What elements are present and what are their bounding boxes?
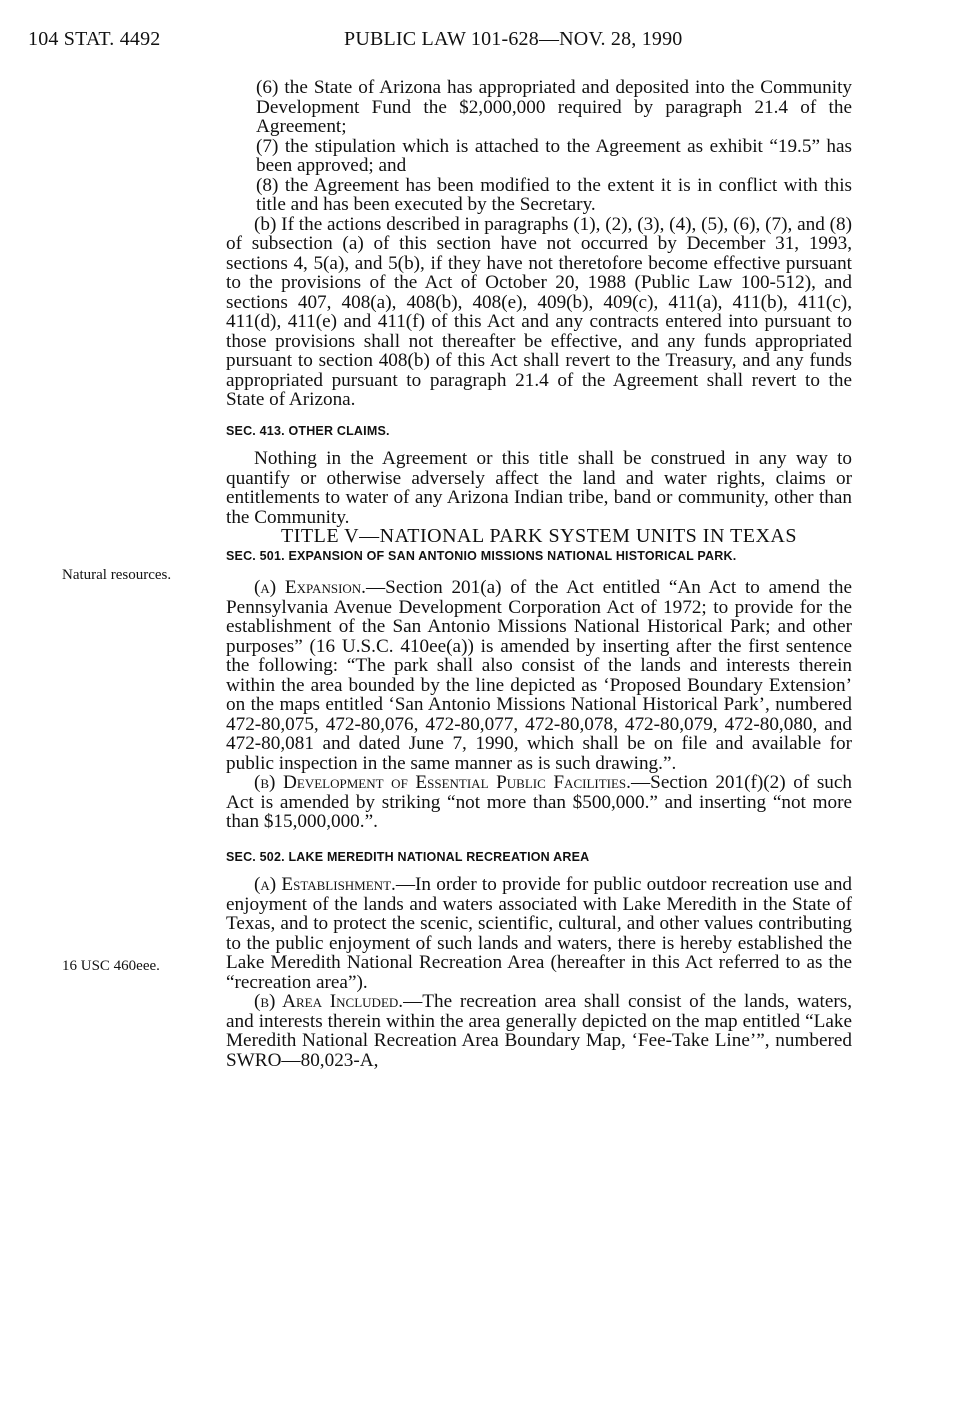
margin-note-natural-resources: Natural resources. bbox=[62, 567, 172, 583]
subsection-b: (b) If the actions described in paragraphs (1), (2), (3), (4), (5), (6), (7), and (8) of subsection (a) of this section have not occurred by December 31, 1993, sections 4, 5(a), and 5(b), if they have not theretofore become effective pursuant to the provisions of the Act of October 20, 1988 (Public Law 100-512), and sections 407, 408(a), 408(b), 408(e), 409(b), 409(c), 411(a), 411(b), 411(c), 411(d), 411(e) and 411(f) of this Act and any contracts entered into pursuant to those provisions shall not thereafter be effective, and any funds appropriated pursuant to section 408(b) of this Act shall revert to the Treasury, and any funds appropriated pursuant to paragraph 21.4 of the Agreement shall revert to the State of Arizona. bbox=[226, 213, 852, 410]
sec-501-b bbox=[226, 773, 852, 832]
sec-502-b bbox=[226, 992, 852, 1070]
stat-page-number: 104 STAT. 4492 bbox=[28, 28, 161, 50]
sec-413-heading: SEC. 413. OTHER CLAIMS. bbox=[226, 423, 390, 438]
sec-502-a-heading: (a) Establishment. bbox=[254, 874, 396, 895]
paragraph-6: (6) the State of Arizona has appropriated and deposited into the Community Development Fund the $2,000,000 required by paragraph 21.4 of the Agreement; bbox=[256, 77, 852, 137]
sec-502-heading: SEC. 502. LAKE MEREDITH NATIONAL RECREATION AREA bbox=[226, 849, 590, 864]
sec-502-b-text: —The recreation area shall consist of the lands, waters, and interests therein within the area generally depicted on the map entitled “Lake Meredith National Recreation Area Boundary Map, ‘Fee-Take Line’”, numbered SWRO—80,023-A, bbox=[226, 991, 852, 1071]
paragraph-7: (7) the stipulation which is attached to the Agreement as exhibit “19.5” has been approved; and bbox=[256, 135, 852, 176]
sec-502-b-heading: (b) Area Included. bbox=[254, 991, 404, 1012]
sec-501-a bbox=[226, 578, 852, 773]
sec-501-heading: SEC. 501. EXPANSION OF SAN ANTONIO MISSIONS NATIONAL HISTORICAL PARK. bbox=[226, 548, 737, 563]
paragraph-8: (8) the Agreement has been modified to the extent it is in conflict with this title and has been executed by the Secretary. bbox=[256, 174, 852, 215]
public-law-citation: PUBLIC LAW 101-628—NOV. 28, 1990 bbox=[344, 28, 683, 50]
margin-note-usc: 16 USC 460eee. bbox=[62, 958, 160, 974]
body-text bbox=[226, 78, 852, 1070]
sec-501-b-heading: (b) Development of Essential Public Facilities. bbox=[254, 772, 631, 793]
sec-501-b-text: —Section 201(f)(2) of such Act is amended by striking “not more than $500,000.” and inserting “not more than $15,000,000.”. bbox=[226, 772, 853, 832]
sec-413-text: Nothing in the Agreement or this title shall be construed in any way to quantify or otherwise adversely affect the land and water rights, claims or entitlements to water of any Arizona Indian tribe, band or community, other than the Community. bbox=[226, 448, 852, 528]
title-v-heading: TITLE V—NATIONAL PARK SYSTEM UNITS IN TEXAS bbox=[281, 525, 797, 547]
sec-501-a-text: —Section 201(a) of the Act entitled “An Act to amend the Pennsylvania Avenue Development Corporation Act of 1972; to provide for the establishment of the San Antonio Missions National Historical Park; and other purposes” (16 U.S.C. 410ee(a)) is amended by inserting after the first sentence the following: “The park shall also consist of the lands and interests therein within the area bounded by the line depicted as ‘Proposed Boundary Extension’ on the maps entitled ‘San Antonio Missions National Historical Park’, numbered 472-80,075, 472-80,076, 472-80,077, 472-80,078, 472-80,079, 472-80,080, and 472-80,081 and dated June 7, 1990, which shall be on file and available for public inspection in the same manner as is such drawing.”. bbox=[226, 577, 852, 774]
sec-502-a-text: —In order to provide for public outdoor recreation use and enjoyment of the lands and waters associated with Lake Meredith in the State of Texas, and to protect the scenic, scientific, cultural, and other values contributing to the public enjoyment of such lands and waters, there is hereby established the Lake Meredith National Recreation Area (hereafter in this Act referred to as the “recreation area”). bbox=[226, 874, 853, 993]
sec-502-a bbox=[226, 875, 852, 992]
sec-501-a-heading: (a) Expansion. bbox=[254, 577, 366, 598]
